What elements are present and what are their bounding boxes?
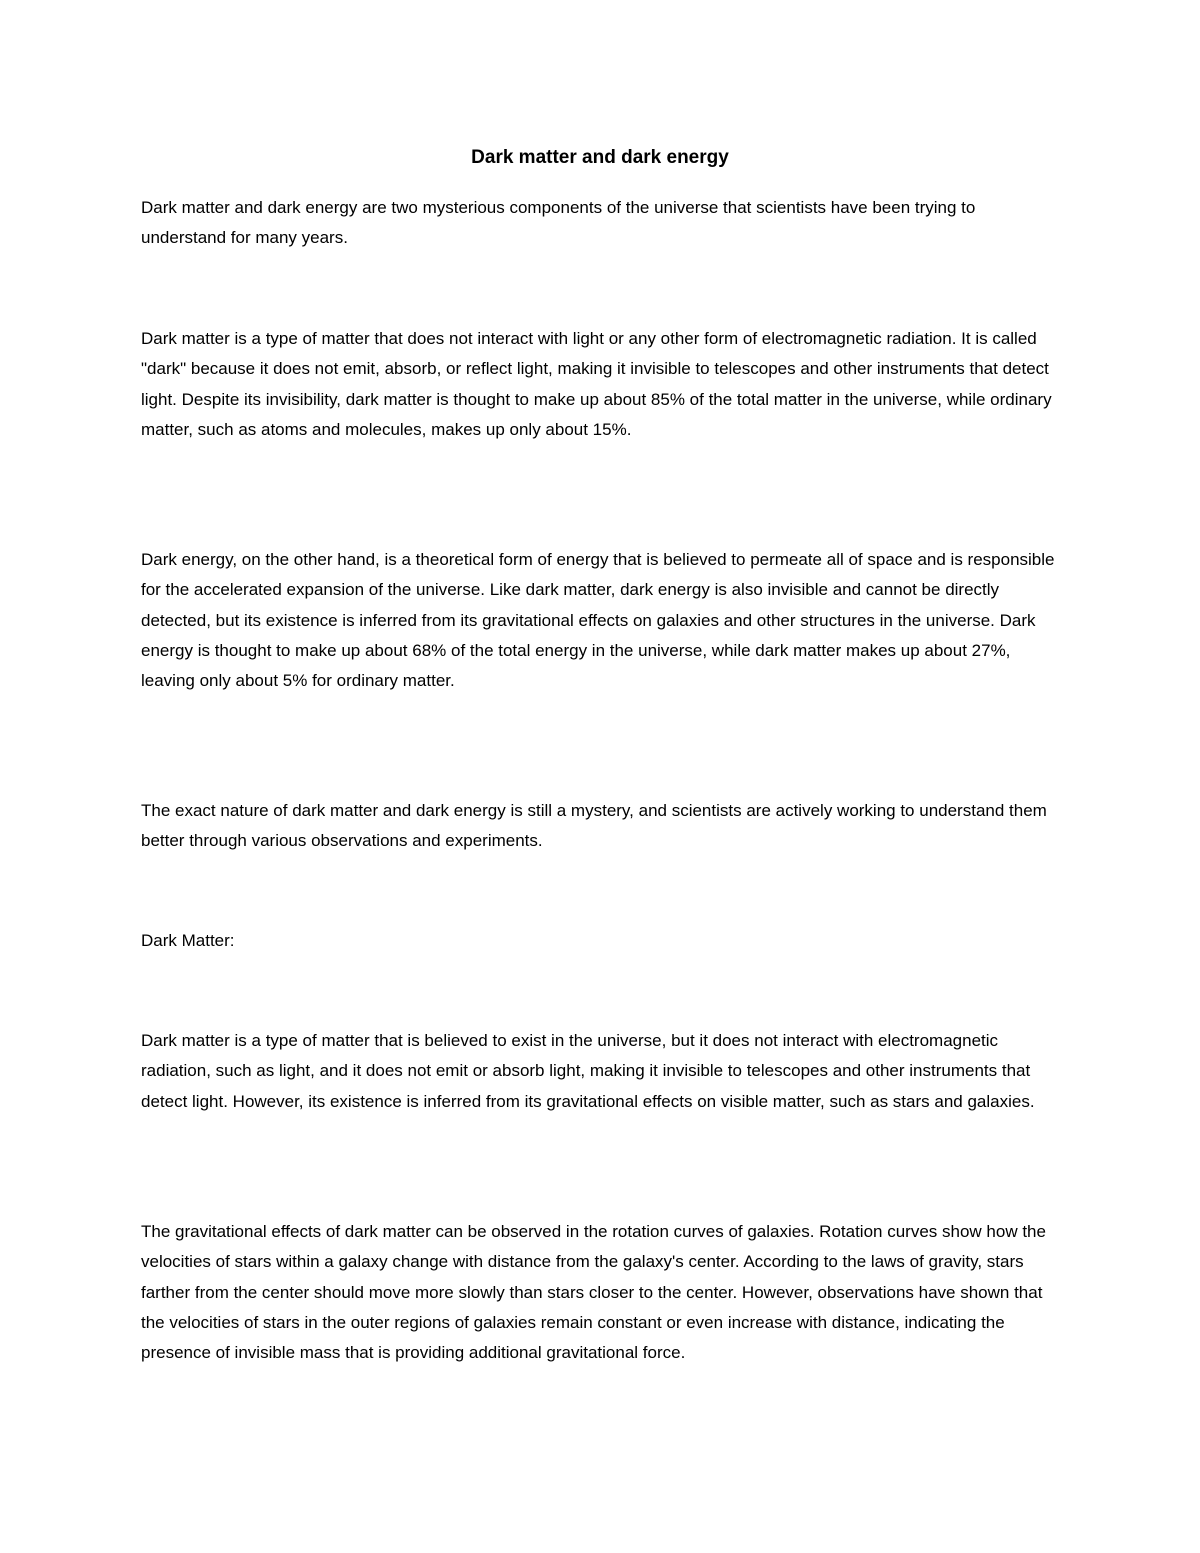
section-heading-dark-matter: Dark Matter:: [141, 931, 235, 950]
paragraph-dark-matter-detail: Dark matter is a type of matter that is believed to exist in the universe, but it does not interact with electromagnetic radiation, such as light, and it does not emit or absorb light, making it invisible to telescopes and other instruments that detect light. However, its existence is inferred from its gravitational effects on visible matter, such as stars and galaxies.: [141, 1031, 1035, 1111]
paragraph-rotation-curves: The gravitational effects of dark matter can be observed in the rotation curves of galaxies. Rotation curves show how the velocities of stars within a galaxy change with distance from the galaxy's center. According to the laws of gravity, stars farther from the center should move more slowly than stars closer to the center. However, observations have shown that the velocities of stars in the outer regions of galaxies remain constant or even increase with distance, indicating the presence of invisible mass that is providing additional gravitational force.: [141, 1222, 1046, 1363]
paragraph-dark-matter-definition: Dark matter is a type of matter that does not interact with light or any other form of electromagnetic radiation. It is called "dark" because it does not emit, absorb, or reflect light, making it invisible to telescopes and other instruments that detect light. Despite its invisibility, dark matter is thought to make up about 85% of the total matter in the universe, while ordinary matter, such as atoms and molecules, makes up only about 15%.: [141, 329, 1052, 439]
paragraph-mystery: The exact nature of dark matter and dark energy is still a mystery, and scientists are actively working to understand them better through various observations and experiments.: [141, 801, 1047, 851]
document-title: Dark matter and dark energy: [471, 147, 729, 168]
paragraph-intro: Dark matter and dark energy are two mysterious components of the universe that scientists have been trying to understand for many years.: [141, 198, 976, 248]
paragraph-dark-energy-definition: Dark energy, on the other hand, is a theoretical form of energy that is believed to permeate all of space and is responsible for the accelerated expansion of the universe. Like dark matter, dark energy is also invisible and cannot be directly detected, but its existence is inferred from its gravitational effects on galaxies and other structures in the universe. Dark energy is thought to make up about 68% of the total energy in the universe, while dark matter makes up about 27%, leaving only about 5% for ordinary matter.: [141, 550, 1055, 691]
